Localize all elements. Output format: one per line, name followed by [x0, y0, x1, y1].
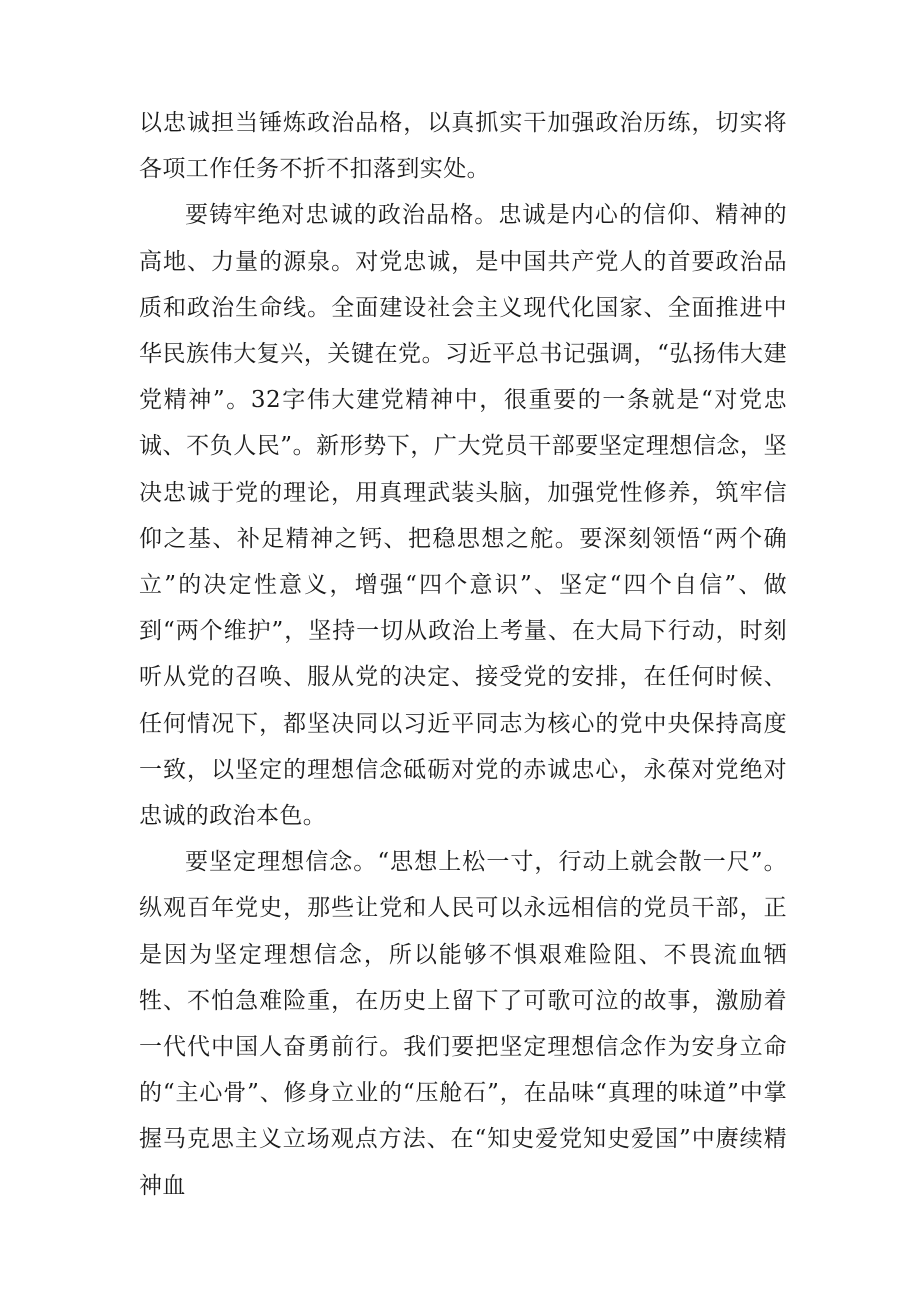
paragraph-continuation: 以忠诚担当锤炼政治品格，以真抓实干加强政治历练，切实将各项工作任务不折不扣落到实处。: [139, 110, 787, 183]
paragraph-ideals: 要坚定理想信念。“思想上松一寸，行动上就会散一尺”。纵观百年党史，那些让党和人民可以永远相信的党员干部，正是因为坚定理想信念，所以能够不惧艰难险阻、不畏流血牺牲、不怕急难险重，在历史上留下了可歌可泣的故事，激励着一代代中国人奋勇前行。我们要把坚定理想信念作为安身立命的“主心骨”、修身立业的“压舱石”，在品味“真理的味道”中掌握马克思主义立场观点方法、在“知史爱党知史爱国”中赓续精神血: [139, 849, 787, 1199]
paragraph-loyalty: 要铸牢绝对忠诚的政治品格。忠诚是内心的信仰、精神的高地、力量的源泉。对党忠诚，是中国共产党人的首要政治品质和政治生命线。全面建设社会主义现代化国家、全面推进中华民族伟大复兴，关键在党。习近平总书记强调，“弘扬伟大建党精神”。32字伟大建党精神中，很重要的一条就是“对党忠诚、不负人民”。新形势下，广大党员干部要坚定理想信念，坚决忠诚于党的理论，用真理武装头脑，加强党性修养，筑牢信仰之基、补足精神之钙、把稳思想之舵。要深刻领悟“两个确立”的决定性意义，增强“四个意识”、坚定“四个自信”、做到“两个维护”，坚持一切从政治上考量、在大局下行动，时刻听从党的召唤、服从党的决定、接受党的安排，在任何时候、任何情况下，都坚决同以习近平同志为核心的党中央保持高度一致，以坚定的理想信念砥砺对党的赤诚忠心，永葆对党绝对忠诚的政治本色。: [139, 202, 787, 830]
document-body: [139, 100, 787, 1209]
